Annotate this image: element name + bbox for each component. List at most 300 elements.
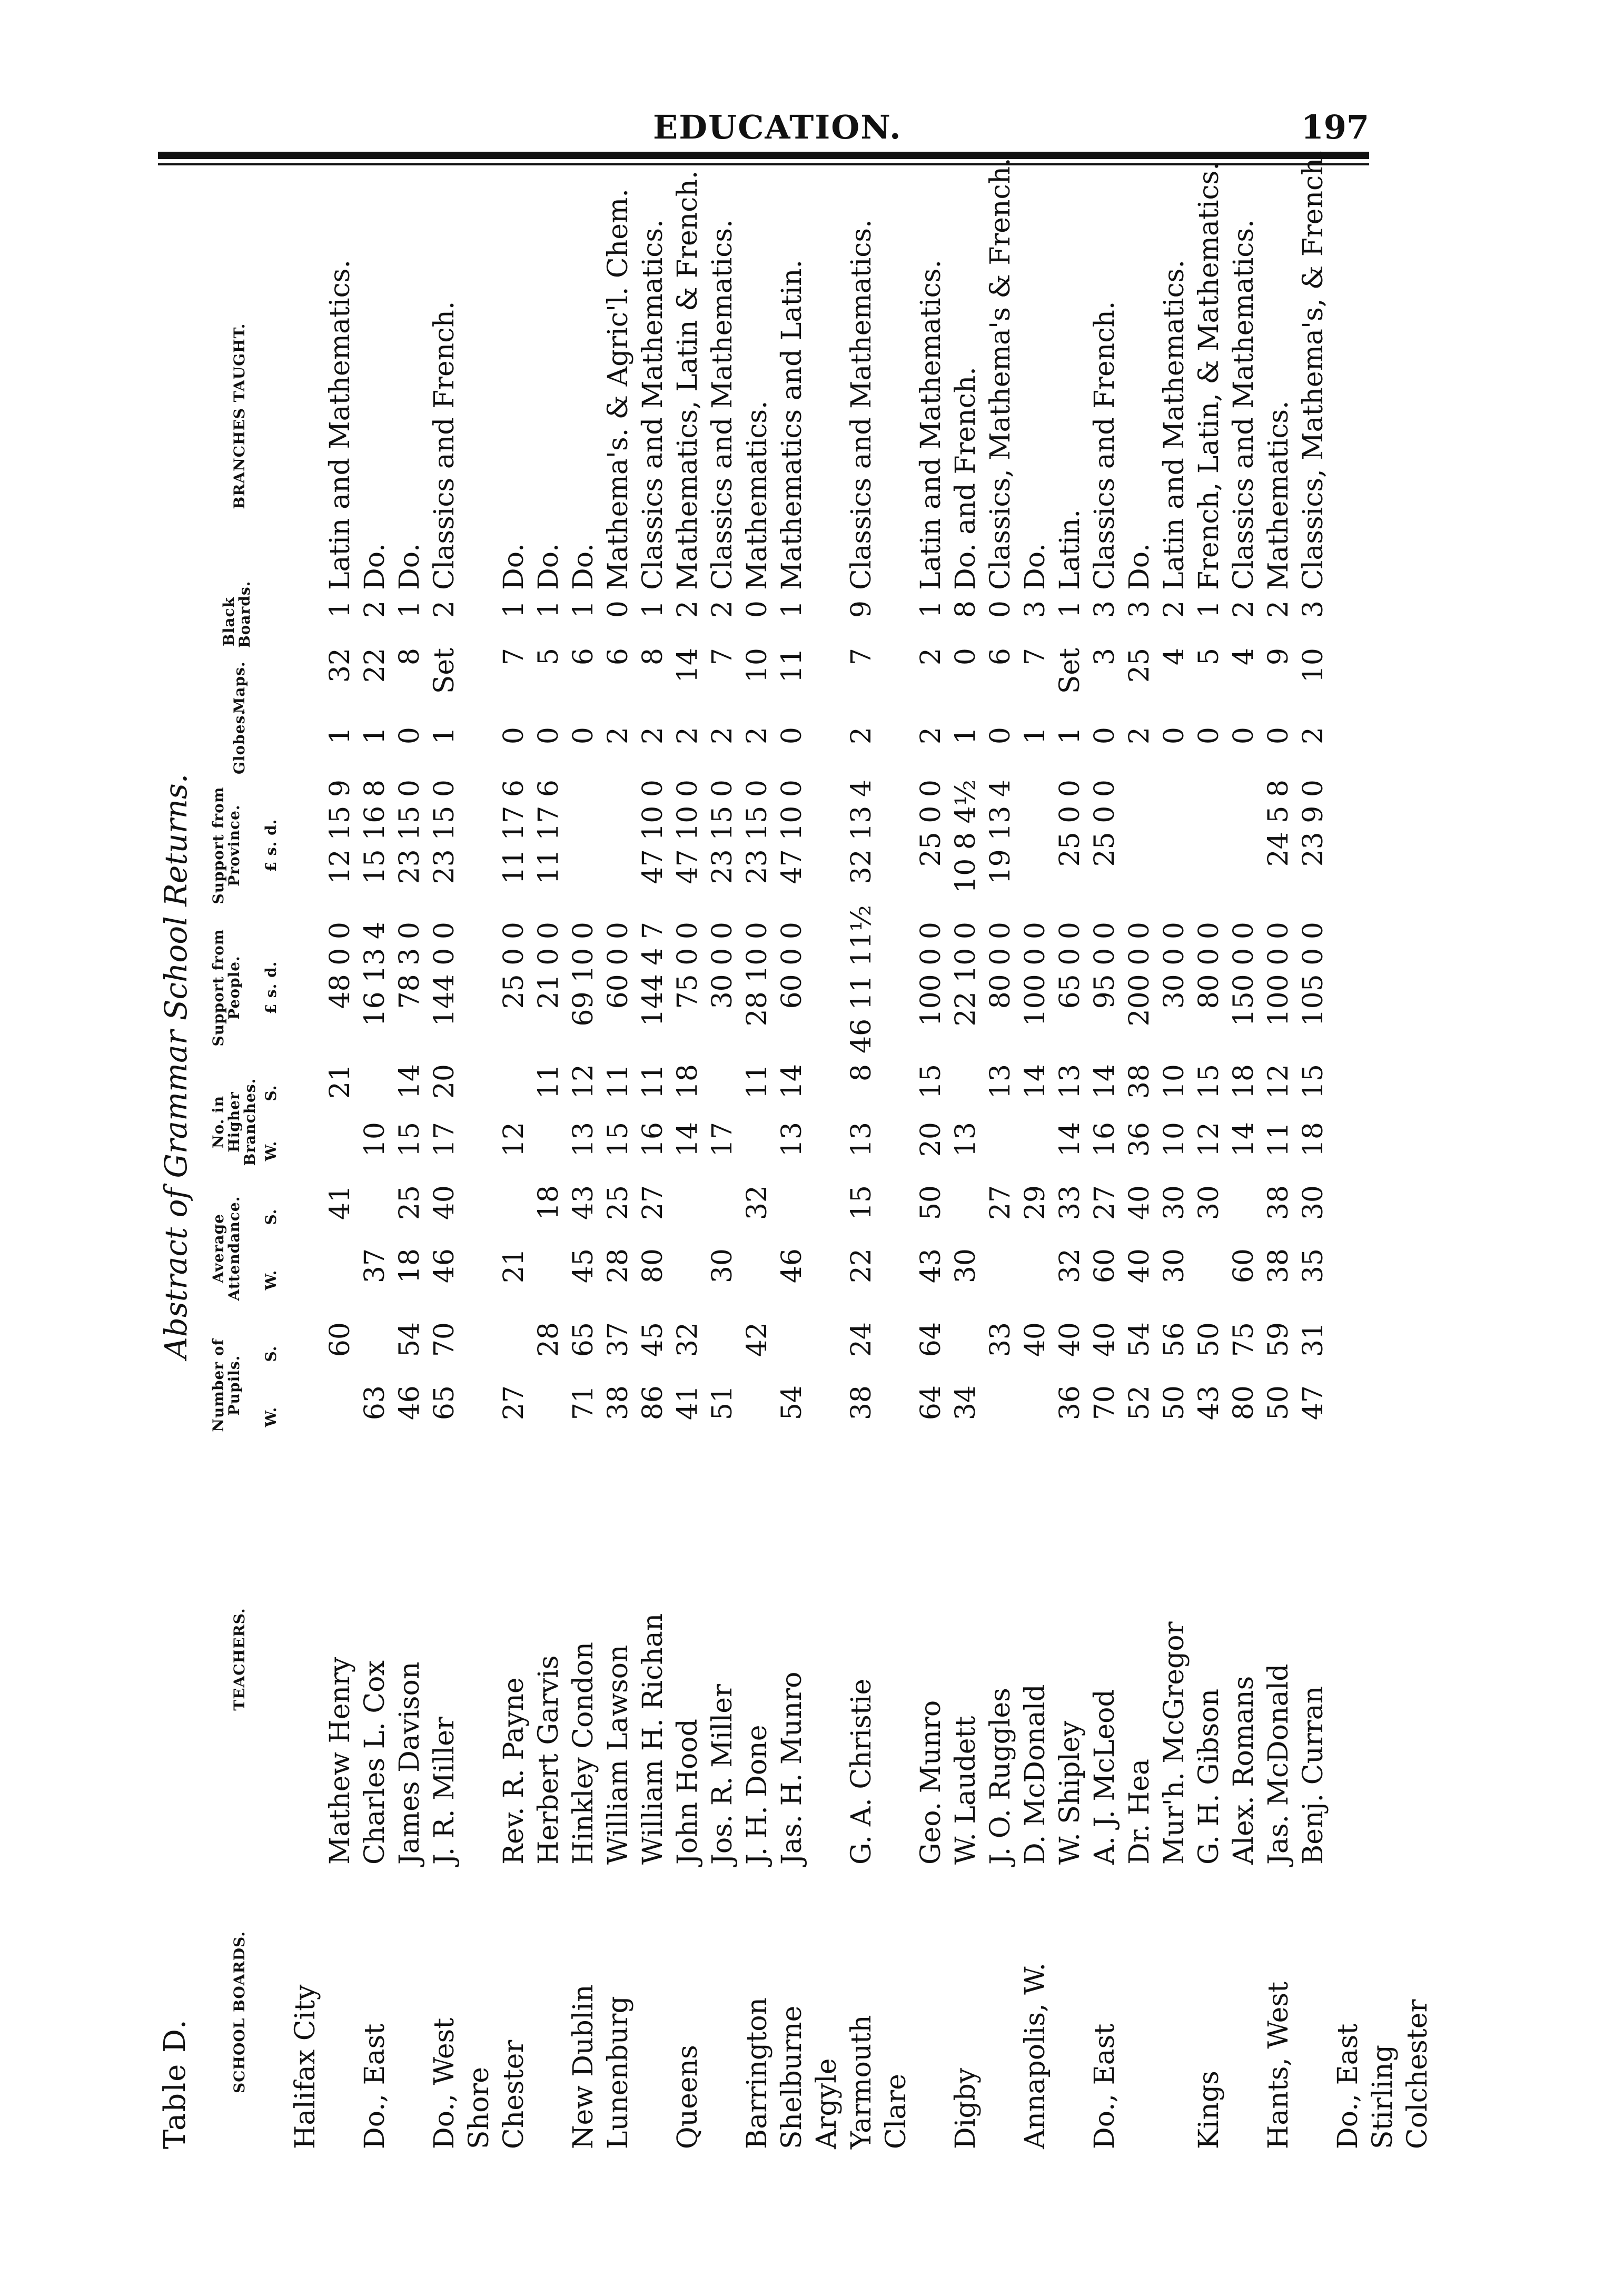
- branches-cell: Mathematics and Latin.: [776, 260, 808, 590]
- maps-cell: 6: [985, 648, 1016, 666]
- pupils-w-cell: 38: [602, 1385, 634, 1421]
- pupils-s-cell: 42: [741, 1322, 773, 1357]
- teacher-cell: William H. Richan: [637, 1613, 669, 1865]
- branches-cell: Latin and Mathematics.: [1158, 260, 1190, 590]
- support-people-cell: 22 10 0: [950, 922, 982, 1027]
- table-row: [1367, 232, 1402, 2149]
- branches-cell: Do.: [394, 543, 425, 590]
- globes-cell: 0: [1158, 727, 1190, 745]
- maps-cell: 0: [950, 648, 982, 666]
- maps-cell: 5: [1193, 648, 1225, 666]
- black-boards-cell: 8: [950, 600, 982, 618]
- higher-s-cell: 11: [533, 1064, 565, 1099]
- globes-cell: 1: [359, 727, 391, 745]
- support-people-cell: 95 0 0: [1089, 922, 1121, 1009]
- black-boards-cell: 3: [1124, 600, 1155, 618]
- branches-cell: Classics and French.: [429, 301, 460, 590]
- teacher-cell: D. McDonald: [1019, 1684, 1051, 1865]
- branches-cell: Classics, Mathema's, & French.: [1298, 149, 1329, 590]
- globes-cell: 2: [602, 727, 634, 745]
- pupils-s-cell: 75: [1228, 1322, 1260, 1357]
- globes-cell: 1: [324, 727, 356, 745]
- teacher-cell: Rev. R. Payne: [498, 1677, 530, 1865]
- school-board-cell: Queens: [672, 2045, 704, 2149]
- table-row: [741, 232, 776, 2149]
- support-province-cell: 19 13 4: [985, 780, 1016, 884]
- support-province-cell: 47 10 0: [637, 780, 669, 884]
- maps-cell: 4: [1158, 648, 1190, 666]
- teacher-cell: Alex. Romans: [1228, 1676, 1260, 1865]
- support-province-cell: 23 15 0: [429, 780, 460, 884]
- maps-cell: 10: [1298, 648, 1329, 683]
- teacher-cell: J. O. Ruggles: [985, 1688, 1016, 1865]
- higher-w-cell: 18: [1298, 1122, 1329, 1157]
- attendance-s-cell: 30: [1158, 1185, 1190, 1220]
- black-boards-cell: 0: [602, 600, 634, 618]
- black-boards-cell: 1: [1193, 600, 1225, 618]
- branches-cell: Classics and Mathematics.: [637, 219, 669, 590]
- black-boards-cell: 0: [741, 600, 773, 618]
- black-boards-cell: 1: [637, 600, 669, 618]
- teacher-cell: W. Shipley: [1054, 1720, 1086, 1865]
- table-row: [463, 232, 498, 2149]
- pupils-s-cell: 40: [1054, 1322, 1086, 1357]
- support-province-cell: 25 0 0: [915, 780, 947, 867]
- table-row: [672, 170, 707, 2149]
- table-row: [602, 189, 637, 2149]
- globes-cell: 0: [1263, 727, 1294, 745]
- maps-cell: 5: [533, 648, 565, 666]
- attendance-s-cell: 32: [741, 1185, 773, 1220]
- branches-cell: Classics and Mathematics.: [846, 219, 877, 590]
- pupils-w-cell: 34: [950, 1385, 982, 1421]
- maps-cell: Set: [429, 648, 460, 694]
- teacher-cell: William Lawson: [602, 1644, 634, 1865]
- higher-s-cell: 20: [429, 1064, 460, 1099]
- attendance-s-cell: 30: [1193, 1185, 1225, 1220]
- attendance-w-cell: 32: [1054, 1248, 1086, 1284]
- black-boards-cell: 1: [498, 600, 530, 618]
- maps-cell: 9: [1263, 648, 1294, 666]
- attendance-s-cell: 18: [533, 1185, 565, 1220]
- header-support-province: Support from Province.: [210, 786, 243, 904]
- branches-cell: Do.: [533, 543, 565, 590]
- branches-cell: Classics and French.: [1089, 301, 1121, 590]
- globes-cell: 0: [1228, 727, 1260, 745]
- support-people-cell: 65 0 0: [1054, 922, 1086, 1009]
- table-row: [1402, 232, 1437, 2149]
- support-people-cell: 30 0 0: [1158, 922, 1190, 1009]
- pupils-w-cell: 80: [1228, 1385, 1260, 1421]
- attendance-s-cell: 43: [568, 1185, 599, 1220]
- school-board-cell: Hants, West: [1263, 1981, 1294, 2149]
- higher-s-cell: 11: [602, 1064, 634, 1099]
- black-boards-cell: 9: [846, 600, 877, 618]
- pupils-s-cell: 37: [602, 1322, 634, 1357]
- teacher-cell: Dr. Hea: [1124, 1758, 1155, 1865]
- table-row: [915, 232, 950, 2149]
- globes-cell: 2: [672, 727, 704, 745]
- branches-cell: Do. and French.: [950, 367, 982, 590]
- support-people-cell: 144 0 0: [429, 922, 460, 1027]
- table-body: [290, 149, 1437, 2149]
- globes-cell: 0: [394, 727, 425, 745]
- globes-cell: 2: [741, 727, 773, 745]
- pupils-s-cell: 65: [568, 1322, 599, 1357]
- header-support-people: Support from People.: [210, 929, 243, 1047]
- maps-cell: 8: [637, 648, 669, 666]
- table-row: [880, 232, 915, 2149]
- support-people-cell: 69 10 0: [568, 922, 599, 1027]
- header-branches: BRANCHES TAUGHT.: [231, 323, 248, 509]
- teacher-cell: A. J. McLeod: [1089, 1689, 1121, 1865]
- support-province-cell: 12 15 9: [324, 780, 356, 884]
- higher-w-cell: 13: [846, 1122, 877, 1157]
- maps-cell: 11: [776, 648, 808, 683]
- branches-cell: Do.: [498, 543, 530, 590]
- higher-w-cell: 14: [1054, 1122, 1086, 1157]
- higher-w-cell: 13: [950, 1122, 982, 1157]
- teacher-cell: W. Laudett: [950, 1716, 982, 1865]
- higher-w-cell: 12: [498, 1122, 530, 1157]
- teacher-cell: G. A. Christie: [846, 1678, 877, 1865]
- attendance-w-cell: 43: [915, 1248, 947, 1284]
- pupils-s-cell: 31: [1298, 1322, 1329, 1357]
- higher-s-cell: 14: [1019, 1064, 1051, 1099]
- higher-s-cell: 10: [1158, 1064, 1190, 1099]
- higher-s-cell: 21: [324, 1064, 356, 1099]
- table-row: [1298, 149, 1332, 2149]
- school-board-cell: Do., East: [1089, 2023, 1121, 2149]
- attendance-s-cell: 40: [1124, 1185, 1155, 1220]
- maps-cell: 7: [846, 648, 877, 666]
- support-people-cell: 144 4 7: [637, 922, 669, 1027]
- support-province-cell: 23 15 0: [707, 780, 738, 884]
- table-row: [707, 219, 741, 2149]
- higher-s-cell: 13: [985, 1064, 1016, 1099]
- support-people-cell: 48 0 0: [324, 922, 356, 1009]
- higher-s-cell: 15: [1298, 1064, 1329, 1099]
- header-teachers: TEACHERS.: [231, 1608, 248, 1711]
- table-row: [290, 232, 324, 2149]
- table-row: [568, 232, 602, 2149]
- school-board-cell: Barrington: [741, 1997, 773, 2149]
- higher-w-cell: 15: [602, 1122, 634, 1157]
- black-boards-cell: 2: [1228, 600, 1260, 618]
- support-people-cell: 100 0 0: [1019, 922, 1051, 1027]
- school-board-cell: Halifax City: [290, 1984, 321, 2149]
- maps-cell: 32: [324, 648, 356, 683]
- table-row: [1019, 232, 1054, 2149]
- higher-w-cell: 14: [672, 1122, 704, 1157]
- globes-cell: 0: [776, 727, 808, 745]
- branches-cell: Latin.: [1054, 509, 1086, 590]
- school-board-cell: Digby: [950, 2067, 982, 2149]
- support-people-cell: 100 0 0: [915, 922, 947, 1027]
- attendance-s-cell: 29: [1019, 1185, 1051, 1220]
- attendance-w-cell: 35: [1298, 1248, 1329, 1284]
- header-pupils-w: W.: [262, 1406, 280, 1427]
- globes-cell: 2: [1298, 727, 1329, 745]
- black-boards-cell: 1: [1054, 600, 1086, 618]
- black-boards-cell: 1: [915, 600, 947, 618]
- school-board-cell: New Dublin: [568, 1984, 599, 2149]
- page-number: 197: [1301, 108, 1369, 146]
- globes-cell: 0: [533, 727, 565, 745]
- table-row: [359, 232, 394, 2149]
- support-province-cell: 47 10 0: [672, 780, 704, 884]
- school-board-cell: Lunenburg: [602, 1996, 634, 2149]
- school-board-cell: Do., East: [1332, 2023, 1364, 2149]
- pupils-s-cell: 32: [672, 1322, 704, 1357]
- attendance-w-cell: 28: [602, 1248, 634, 1284]
- pupils-s-cell: 64: [915, 1322, 947, 1357]
- support-province-cell: 47 10 0: [776, 780, 808, 884]
- support-people-cell: 200 0 0: [1124, 922, 1155, 1027]
- higher-w-cell: 11: [1263, 1122, 1294, 1157]
- higher-s-cell: 14: [776, 1064, 808, 1099]
- higher-w-cell: 10: [1158, 1122, 1190, 1157]
- black-boards-cell: 1: [568, 600, 599, 618]
- globes-cell: 1: [1054, 727, 1086, 745]
- support-province-cell: 25 0 0: [1054, 780, 1086, 867]
- higher-w-cell: 16: [1089, 1122, 1121, 1157]
- higher-w-cell: 15: [394, 1122, 425, 1157]
- support-province-cell: 32 13 4: [846, 780, 877, 884]
- support-province-cell: 24 5 8: [1263, 780, 1294, 867]
- header-pupils: Number of Pupils.: [210, 1338, 243, 1432]
- pupils-w-cell: 43: [1193, 1385, 1225, 1421]
- rotated-table: [158, 149, 1433, 2149]
- black-boards-cell: 2: [672, 600, 704, 618]
- school-board-cell: Annapolis, W.: [1019, 1962, 1051, 2149]
- table-row: [950, 232, 985, 2149]
- pupils-s-cell: 54: [1124, 1322, 1155, 1357]
- pupils-s-cell: 33: [985, 1322, 1016, 1357]
- higher-w-cell: 20: [915, 1122, 947, 1157]
- support-people-cell: 46 11 11½: [846, 905, 877, 1053]
- attendance-w-cell: 60: [1228, 1248, 1260, 1284]
- branches-cell: Mathematics.: [1263, 400, 1294, 590]
- attendance-w-cell: 21: [498, 1248, 530, 1284]
- support-people-cell: 60 0 0: [776, 922, 808, 1009]
- support-people-cell: 21 0 0: [533, 922, 565, 1009]
- higher-w-cell: 13: [776, 1122, 808, 1157]
- support-people-cell: 80 0 0: [1193, 922, 1225, 1009]
- pupils-w-cell: 50: [1263, 1385, 1294, 1421]
- school-board-cell: Chester: [498, 2040, 530, 2149]
- maps-cell: 25: [1124, 648, 1155, 683]
- maps-cell: Set: [1054, 648, 1086, 694]
- attendance-s-cell: 40: [429, 1185, 460, 1220]
- higher-s-cell: 15: [915, 1064, 947, 1099]
- attendance-s-cell: 27: [985, 1185, 1016, 1220]
- attendance-w-cell: 30: [707, 1248, 738, 1284]
- attendance-w-cell: 38: [1263, 1248, 1294, 1284]
- branches-cell: Classics and Mathematics.: [1228, 219, 1260, 590]
- higher-w-cell: 17: [429, 1122, 460, 1157]
- globes-cell: 2: [915, 727, 947, 745]
- higher-w-cell: 14: [1228, 1122, 1260, 1157]
- black-boards-cell: 1: [533, 600, 565, 618]
- teacher-cell: James Davison: [394, 1661, 425, 1865]
- maps-cell: 2: [915, 648, 947, 666]
- attendance-s-cell: 27: [637, 1185, 669, 1220]
- globes-cell: 1: [950, 727, 982, 745]
- pupils-s-cell: 54: [394, 1322, 425, 1357]
- pupils-s-cell: 60: [324, 1322, 356, 1357]
- higher-w-cell: 12: [1193, 1122, 1225, 1157]
- pupils-w-cell: 63: [359, 1385, 391, 1421]
- table-row: [324, 232, 359, 2149]
- globes-cell: 2: [1124, 727, 1155, 745]
- pupils-w-cell: 50: [1158, 1385, 1190, 1421]
- school-board-cell: Argyle: [811, 2058, 843, 2149]
- higher-w-cell: 36: [1124, 1122, 1155, 1157]
- table-row: [1332, 232, 1367, 2149]
- higher-s-cell: 11: [741, 1064, 773, 1099]
- support-people-cell: 30 0 0: [707, 922, 738, 1009]
- support-people-cell: 150 0 0: [1228, 922, 1260, 1027]
- table-row: [533, 232, 568, 2149]
- attendance-w-cell: 37: [359, 1248, 391, 1284]
- black-boards-cell: 1: [776, 600, 808, 618]
- black-boards-cell: 3: [1089, 600, 1121, 618]
- table-row: [1263, 232, 1298, 2149]
- table-row: [429, 232, 463, 2149]
- black-boards-cell: 3: [1019, 600, 1051, 618]
- attendance-w-cell: 46: [776, 1248, 808, 1284]
- globes-cell: 2: [846, 727, 877, 745]
- table-row: [1124, 232, 1158, 2149]
- branches-cell: Mathematics.: [741, 400, 773, 590]
- table-row: [637, 219, 672, 2149]
- higher-w-cell: 10: [359, 1122, 391, 1157]
- attendance-s-cell: 25: [394, 1185, 425, 1220]
- support-province-cell: 11 17 6: [533, 780, 565, 884]
- pupils-w-cell: 70: [1089, 1385, 1121, 1421]
- table-row: [1158, 232, 1193, 2149]
- support-province-cell: 15 16 8: [359, 780, 391, 884]
- pupils-s-cell: 50: [1193, 1322, 1225, 1357]
- teacher-cell: Benj. Curran: [1298, 1686, 1329, 1865]
- pupils-w-cell: 71: [568, 1385, 599, 1421]
- table-caption: Abstract of Grammar School Returns.: [158, 773, 194, 1359]
- support-people-cell: 100 0 0: [1263, 922, 1294, 1027]
- support-province-cell: 23 15 0: [741, 780, 773, 884]
- higher-w-cell: 16: [637, 1122, 669, 1157]
- teacher-cell: Jas. H. Munro: [776, 1671, 808, 1865]
- table-row: [846, 219, 880, 2149]
- maps-cell: 7: [1019, 648, 1051, 666]
- header-globes: Globes.: [231, 709, 248, 774]
- pupils-w-cell: 38: [846, 1385, 877, 1421]
- attendance-s-cell: 27: [1089, 1185, 1121, 1220]
- higher-s-cell: 15: [1193, 1064, 1225, 1099]
- attendance-s-cell: 41: [324, 1185, 356, 1220]
- attendance-w-cell: 22: [846, 1248, 877, 1284]
- pupils-s-cell: 28: [533, 1322, 565, 1357]
- black-boards-cell: 2: [1158, 600, 1190, 618]
- school-board-cell: Shore: [463, 2066, 495, 2149]
- black-boards-cell: 2: [1263, 600, 1294, 618]
- higher-w-cell: 13: [568, 1122, 599, 1157]
- school-board-cell: Do., West: [429, 2017, 460, 2149]
- teacher-cell: Jos. R. Miller: [707, 1684, 738, 1865]
- support-province-cell: 23 15 0: [394, 780, 425, 884]
- branches-cell: Do.: [359, 543, 391, 590]
- maps-cell: 22: [359, 648, 391, 683]
- table-row: [394, 232, 429, 2149]
- teacher-cell: J. H. Done: [741, 1725, 773, 1865]
- globes-cell: 1: [429, 727, 460, 745]
- higher-s-cell: 14: [1089, 1064, 1121, 1099]
- attendance-s-cell: 38: [1263, 1185, 1294, 1220]
- column-headers: [211, 232, 290, 2149]
- maps-cell: 8: [394, 648, 425, 666]
- attendance-s-cell: 30: [1298, 1185, 1329, 1220]
- teacher-cell: J. R. Miller: [429, 1717, 460, 1865]
- globes-cell: 2: [637, 727, 669, 745]
- school-board-cell: Yarmouth: [846, 2015, 877, 2149]
- higher-w-cell: 17: [707, 1122, 738, 1157]
- globes-cell: 0: [1089, 727, 1121, 745]
- maps-cell: 4: [1228, 648, 1260, 666]
- support-people-cell: 16 13 4: [359, 922, 391, 1027]
- header-black-boards: Black Boards.: [220, 580, 253, 648]
- teacher-cell: Herbert Garvis: [533, 1655, 565, 1865]
- higher-s-cell: 8: [846, 1064, 877, 1082]
- branches-cell: French, Latin, & Mathematics.: [1193, 162, 1225, 590]
- globes-cell: 1: [1019, 727, 1051, 745]
- branches-cell: Mathema's. & Agric'l. Chem.: [602, 189, 634, 590]
- school-board-cell: Clare: [880, 2073, 912, 2149]
- school-board-cell: Colchester: [1402, 1999, 1433, 2149]
- attendance-w-cell: 30: [950, 1248, 982, 1284]
- pupils-w-cell: 64: [915, 1385, 947, 1421]
- branches-cell: Latin and Mathematics.: [324, 260, 356, 590]
- table-row: [498, 232, 533, 2149]
- globes-cell: 0: [498, 727, 530, 745]
- teacher-cell: Jas. McDonald: [1263, 1663, 1294, 1865]
- table-row: [1228, 219, 1263, 2149]
- pupils-s-cell: 59: [1263, 1322, 1294, 1357]
- globes-cell: 0: [985, 727, 1016, 745]
- maps-cell: 14: [672, 648, 704, 683]
- attendance-w-cell: 30: [1158, 1248, 1190, 1284]
- black-boards-cell: 2: [707, 600, 738, 618]
- attendance-w-cell: 60: [1089, 1248, 1121, 1284]
- higher-s-cell: 18: [672, 1064, 704, 1099]
- table-row: [811, 232, 846, 2149]
- support-people-cell: 60 0 0: [602, 922, 634, 1009]
- pupils-w-cell: 86: [637, 1385, 669, 1421]
- support-province-cell: 25 0 0: [1089, 780, 1121, 867]
- header-higher-w: W.: [262, 1140, 280, 1161]
- branches-cell: Do.: [568, 543, 599, 590]
- table-row: [1193, 162, 1228, 2149]
- header-province-lsd: £ s. d.: [262, 819, 280, 872]
- section-title: EDUCATION.: [653, 108, 902, 146]
- pupils-s-cell: 24: [846, 1322, 877, 1357]
- school-board-cell: Stirling: [1367, 2044, 1399, 2149]
- pupils-w-cell: 41: [672, 1385, 704, 1421]
- black-boards-cell: 2: [359, 600, 391, 618]
- maps-cell: 3: [1089, 648, 1121, 666]
- attendance-s-cell: 25: [602, 1185, 634, 1220]
- black-boards-cell: 0: [985, 600, 1016, 618]
- support-province-cell: 11 17 6: [498, 780, 530, 884]
